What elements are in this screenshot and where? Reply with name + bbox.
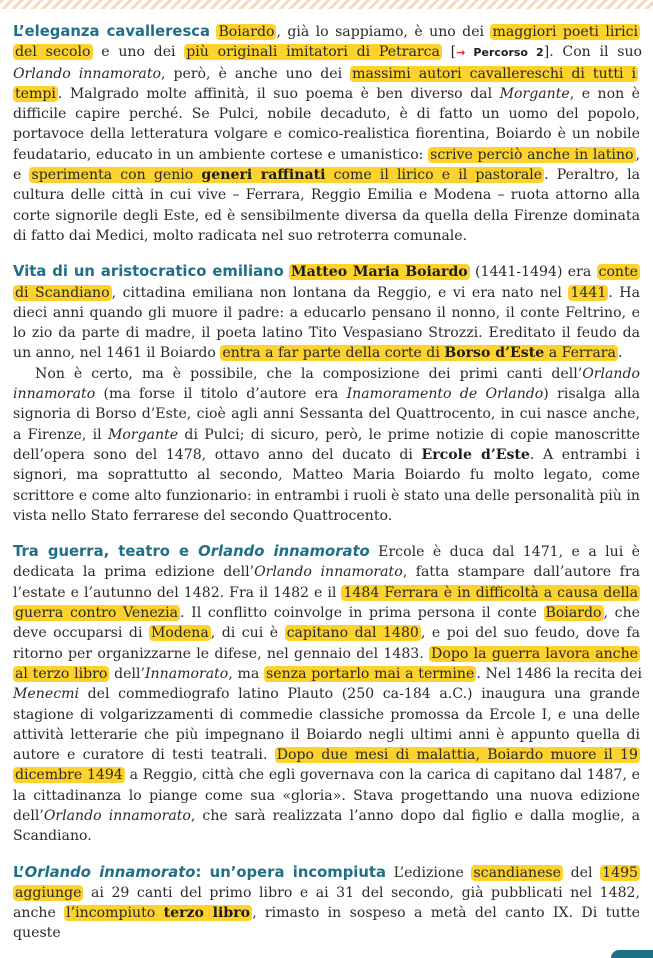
section-heading: Vita di un aristocratico emiliano	[13, 263, 284, 281]
section-heading: L’eleganza cavalleresca	[13, 23, 211, 40]
highlight: Modena	[150, 625, 209, 642]
highlight: Boiardo	[545, 605, 602, 622]
highlight: Boiardo	[218, 24, 275, 40]
highlight: Dopo la guerra lavora anche al terzo libro	[15, 645, 638, 682]
section-heading: L’Orlando innamorato: un’opera incompiuta	[13, 863, 386, 881]
arrow-right-icon: →	[456, 46, 466, 60]
highlight: 1495 aggiunge	[15, 864, 639, 901]
highlight: maggiori poeti lirici del secolo	[15, 24, 638, 61]
section-opera-incompiuta: L’Orlando innamorato: un’opera incompiuta L’edizione scandianese del 1495 aggiunge ai 29 canti del primo libro e ai 31 del secondo, già pubblicati nel 1482, anche l’incompiuto terzo libro , rimasto in sospeso a metà del canto IX. Di tutte queste	[13, 863, 640, 942]
paragraph: Non è certo, ma è possibile, che la composizione dei primi canti dell’Orlando innamorato (ma forse il titolo d’autore era Inamoramento de Orlando) risalga alla signoria di Borso d’Este, cioè agli anni Sessanta del Quattrocento, in cui nasce anche, a Firenze, il Morgante di Pulci; di sicuro, però, le prime notizie di copie manoscritte dell’opera sono del 1478, ottavo anno del ducato di Ercole d’Este. A entrambi i signori, ma soprattutto al secondo, Matteo Maria Boiardo fu molto legato, come scrittore e come alto funzionario: in entrambi i ruoli è stato una delle personalità più in vista nello Stato ferrarese del secondo Quattrocento.	[13, 365, 641, 524]
highlight: scandianese	[473, 864, 561, 881]
highlight: l’incompiuto terzo libro	[66, 905, 251, 922]
highlight: 1441	[570, 284, 607, 301]
decorative-stripe	[0, 0, 653, 9]
section-guerra-teatro: Tra guerra, teatro e Orlando innamorato Ercole è duca dal 1471, e a lui è dedicata la prima edizione dell’Orlando innamorato, fatta stampare dall’autore fra l’estate e l’autunno del 1482. Fra il 1482 e il 1484 Ferrara è in difficoltà a causa della guerra contro Venezia . Il conflitto coinvolge in prima persona il conte Boiardo , che deve occuparsi di Modena , di cui è capitano dal 1480 , e poi del suo feudo, dove fa ritorno per organizzarne le difese, nel gennaio del 1483. Dopo la guerra lavora anche al terzo libro dell’Innamorato, ma senza portarlo mai a termine . Nel 1486 la recita dei Menecmi del commediografo latino Plauto (250 ca-184 a.C.) inaugura una grande stagione di volgarizzamenti di commedie classiche promossa da Ercole I, e una delle attività letterarie che più impegnano il Boiardo negli ultimi anni è appunto quella di autore e curatore di testi teatrali. Dopo due mesi di malattia, Boiardo muore il 19 dicembre 1494 a Reggio, città che egli governava con la carica di capitano dal 1487, e la cittadinanza lo piange come sua «gloria». Stava progettando una nuova edizione dell’Orlando innamorato, che sarà realizzata l’anno dopo dal figlio e dalla moglie, a Scandiano.	[13, 543, 642, 845]
section-eleganza: L’eleganza cavalleresca Boiardo , già lo sappiamo, è uno dei maggiori poeti lirici del secolo e uno dei più originali imitatori di Petrarca [→ Percorso 2]. Con il suo Orlando innamorato, però, è anche uno dei massimi autori cavallereschi di tutti i tempi . Malgrado molte affinità, il suo poema è ben diverso dal Morgante, e non è difficile capire perché. Se Pulci, nobile decaduto, è di fatto un uomo del popolo, portavoce della letteratura volgare e comico-realistica fiorentina, Boiardo è un nobile feudatario, educato in un ambiente cortese e umanistico: scrive perciò anche in latino , e sperimenta con genio generi raffinati come il lirico e il pastorale . Peraltro, la cultura delle città in cui vive – Ferrara, Reggio Emilia e Modena – ruota attorno alla corte signorile degli Este, ed è sensibilmente diversa da quella della Firenze dominata di fatto dai Medici, molto radicata nel suo retroterra comunale.	[13, 23, 643, 244]
highlight: senza portarlo mai a termine	[266, 665, 475, 682]
cross-reference-link[interactable]: → Percorso 2	[456, 46, 544, 60]
highlight: più originali imitatori di Petrarca	[186, 44, 440, 61]
highlight: 1484 Ferrara è in difficoltà a causa della guerra contro Venezia	[15, 584, 638, 622]
highlight: capitano dal 1480	[286, 625, 419, 642]
section-heading: Tra guerra, teatro e Orlando innamorato	[13, 543, 370, 561]
highlight: conte di Scandiano	[15, 264, 639, 301]
highlight: sperimenta con genio generi raffinati come il lirico e il pastorale	[31, 167, 543, 184]
page-corner-tab	[611, 950, 653, 958]
highlight: Dopo due mesi di malattia, Boiardo muore il 19 dicembre 1494	[15, 747, 638, 784]
highlight: scrive perciò anche in latino	[430, 146, 634, 163]
highlight: entra a far parte della corte di Borso d’Este a Ferrara	[222, 345, 616, 362]
highlight: Matteo Maria Boiardo	[291, 264, 468, 281]
highlight: massimi autori cavallereschi di tutti i tempi	[15, 65, 636, 102]
section-vita: Vita di un aristocratico emiliano Matteo Maria Boiardo (1441-1494) era conte di Scandiano , cittadina emiliana non lontana da Reggio, e vi era nato nel 1441 . Ha dieci anni quando gli muore il padre: a educarlo pensano il nonno, il conte Feltrino, e lo zio da parte di madre, il poeta latino Tito Vespasiano Strozzi. Ereditato il feudo da un anno, nel 1461 il Boiardo entra a far parte della corte di Borso d’Este a Ferrara .	[13, 263, 640, 362]
page-content	[13, 22, 643, 944]
